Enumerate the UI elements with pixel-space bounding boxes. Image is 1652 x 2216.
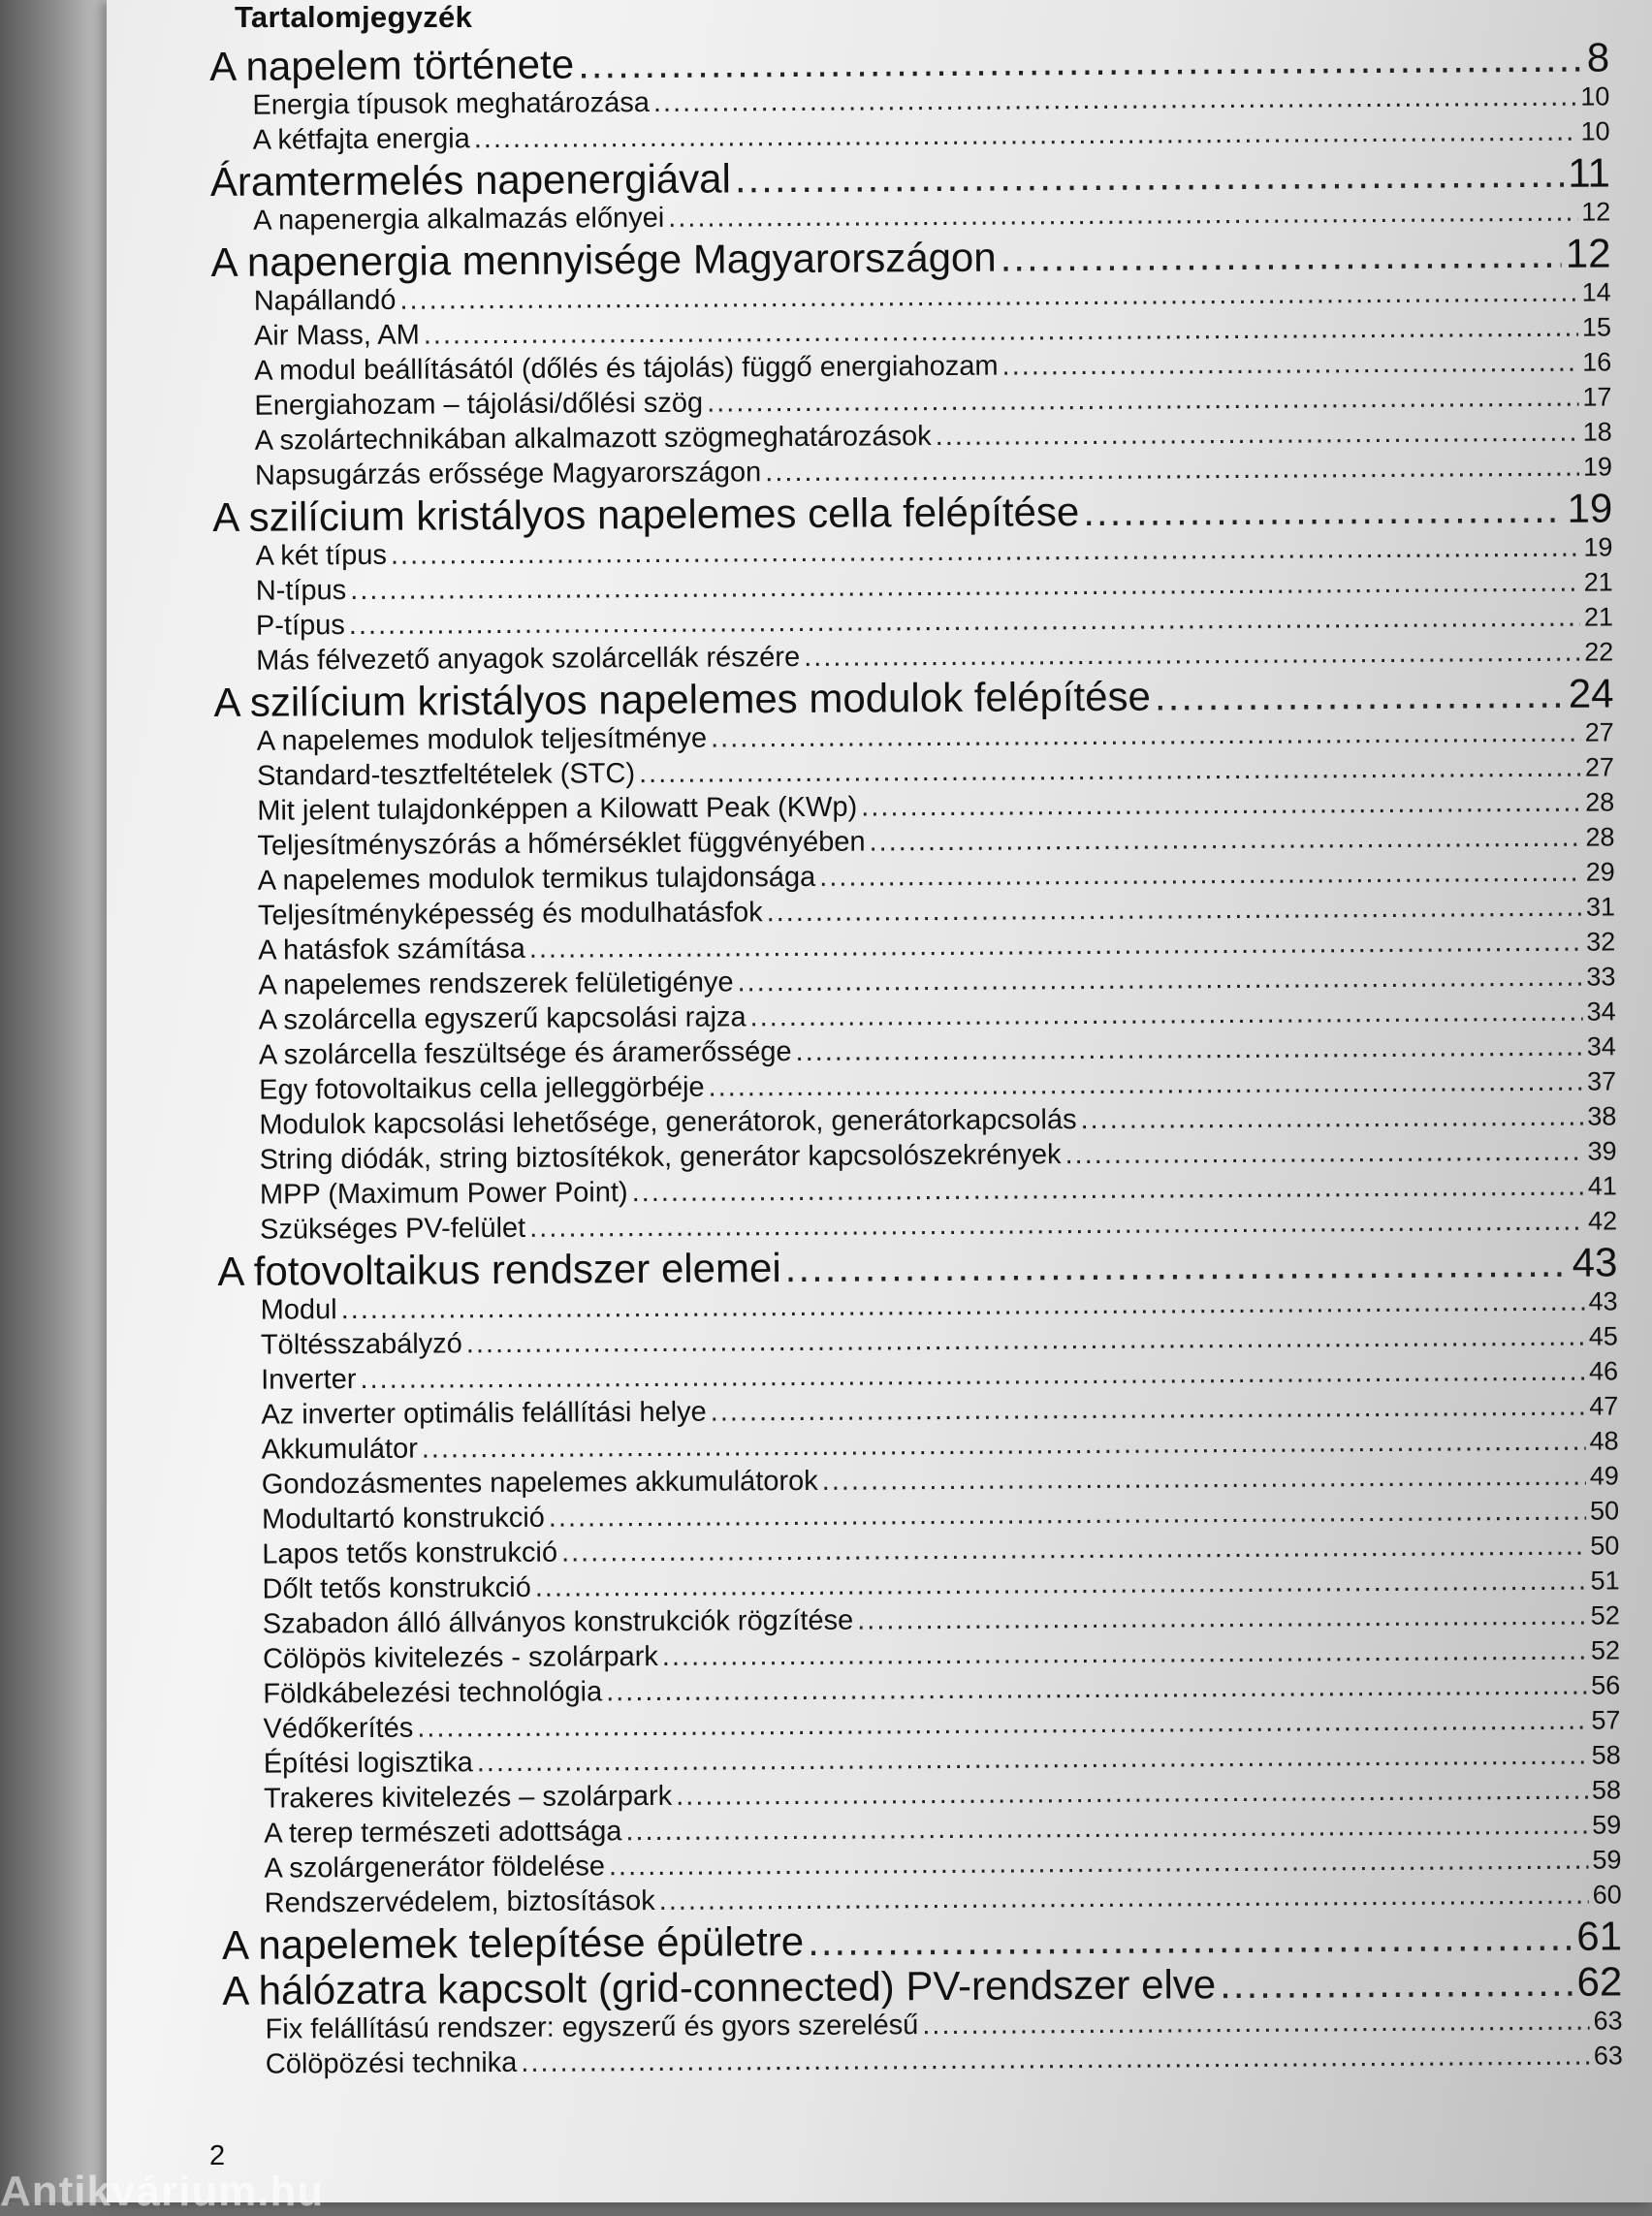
toc-entry-title: Trakeres kivitelezés – szolárpark	[263, 1780, 673, 1815]
toc-entry-page: 24	[1568, 670, 1614, 716]
dot-leader	[711, 1389, 1586, 1430]
toc-entry-page: 33	[1586, 962, 1616, 992]
toc-entry-title: A napenergia mennyisége Magyarországon	[210, 234, 997, 285]
toc-entry-page: 22	[1584, 637, 1614, 667]
toc-entry-page: 27	[1584, 717, 1614, 747]
toc-entry-title: A szolárgenerátor földelése	[264, 1851, 606, 1884]
toc-entry-page: 59	[1592, 1810, 1622, 1840]
toc-entry-title: Akkumulátor	[261, 1433, 418, 1466]
toc-entry-page: 34	[1586, 1031, 1616, 1061]
toc-entry-title: Gondozásmentes napelemes akkumulátorok	[261, 1465, 818, 1501]
toc-entry-page: 48	[1589, 1426, 1619, 1456]
toc-entry-page: 27	[1584, 752, 1615, 782]
toc-entry-page: 61	[1576, 1913, 1623, 1959]
toc-entry-title: A szilícium kristályos napelemes modulok felépítése	[213, 673, 1152, 725]
toc-entry-title: A napelemes modulok termikus tulajdonsága	[257, 861, 816, 897]
toc-entry-title: Védőkerítés	[263, 1712, 414, 1745]
toc-entry-title: Napállandó	[253, 284, 397, 317]
toc-entry-title: Cölöpös kivitelezés - szolárpark	[262, 1640, 658, 1675]
toc-entry-title: N-típus	[255, 575, 347, 607]
toc-entry-title: Dőlt tetős konstrukció	[262, 1571, 531, 1605]
dot-leader	[1220, 1960, 1573, 2006]
toc-entry-page: 21	[1583, 567, 1613, 597]
toc-entry-page: 37	[1586, 1066, 1617, 1096]
toc-entry-title: P-típus	[255, 610, 345, 642]
dot-leader	[936, 415, 1579, 454]
toc-entry-title: Air Mass, AM	[253, 319, 420, 352]
dot-leader	[767, 890, 1583, 931]
toc-entry-page: 32	[1586, 927, 1616, 957]
toc-entry-page: 51	[1590, 1566, 1620, 1596]
toc-entry-page: 43	[1572, 1239, 1618, 1285]
dot-leader	[578, 36, 1583, 86]
watermark: Antikvárium.hu	[0, 2168, 325, 2215]
toc-list	[209, 33, 1623, 2082]
toc-entry-page: 21	[1583, 602, 1614, 632]
book-spine	[0, 0, 116, 2202]
dot-leader	[521, 2039, 1590, 2080]
toc-entry-title: A kétfajta energia	[252, 123, 470, 156]
toc-entry-page: 19	[1582, 452, 1613, 482]
toc-entry-title: A napenergia alkalmazás előnyei	[253, 202, 665, 237]
dot-leader	[676, 1773, 1588, 1814]
toc-entry-title: Energia típusok meghatározása	[252, 86, 651, 121]
toc-entry-page: 47	[1589, 1391, 1619, 1421]
dot-leader	[822, 1459, 1586, 1499]
toc-entry-page: 17	[1582, 382, 1612, 412]
toc-entry-page: 18	[1582, 417, 1612, 447]
toc-entry-page: 49	[1589, 1461, 1619, 1491]
dot-leader	[765, 450, 1579, 491]
toc-entry-page: 42	[1587, 1206, 1618, 1236]
toc-entry-title: Inverter	[261, 1364, 357, 1396]
toc-entry-title: String diódák, string biztosítékok, generátor kapcsolószekrények	[259, 1139, 1062, 1176]
toc-entry-title: Energiahozam – tájolási/dőlési szög	[254, 387, 704, 422]
toc-entry-page: 19	[1567, 485, 1613, 531]
toc-entry-title: Mit jelent tulajdonképpen a Kilowatt Peak (KWp)	[257, 791, 858, 827]
dot-leader	[857, 1599, 1587, 1638]
toc-entry-title: Más félvezető anyagok szolárcellák részére	[256, 641, 801, 677]
toc-entry-page: 28	[1585, 787, 1615, 817]
toc-entry-title: Fix felállítású rendszer: egyszerű és gyors szerelésű	[265, 2010, 919, 2045]
toc-entry-page: 52	[1590, 1600, 1620, 1630]
toc-entry-title: Az inverter optimális felállítási helye	[261, 1396, 707, 1431]
toc-entry-title: Modulok kapcsolási lehetősége, generátorok, generátorkapcsolás	[259, 1104, 1077, 1141]
page-number: 2	[209, 2140, 226, 2171]
toc-entry-page: 59	[1592, 1845, 1622, 1875]
toc-entry-title: A szilícium kristályos napelemes cella felépítése	[212, 489, 1080, 540]
toc-entry-page: 63	[1593, 2006, 1623, 2036]
toc-entry-title: Egy fotovoltaikus cella jelleggörbéje	[259, 1071, 705, 1106]
toc-entry-page: 60	[1592, 1880, 1622, 1910]
toc-entry-title: A hatásfok számítása	[258, 933, 525, 966]
dot-leader	[711, 715, 1581, 756]
toc-entry-title: A terep természeti adottsága	[264, 1816, 622, 1850]
toc-entry-title: Standard-tesztfeltételek (STC)	[256, 758, 636, 792]
toc-entry-title: Teljesítményszórás a hőmérséklet függvényében	[257, 826, 866, 862]
dot-leader	[1080, 1099, 1583, 1137]
toc-entry-page: 29	[1585, 857, 1615, 887]
toc-entry-page: 16	[1582, 347, 1612, 377]
toc-entry-title: A két típus	[255, 539, 388, 572]
toc-entry-title: Cölöpözési technika	[265, 2046, 518, 2080]
toc-entry-title: A fotovoltaikus rendszer elemei	[217, 1245, 781, 1294]
toc-entry-title: A szolárcella feszültsége és áramerőssége	[258, 1036, 792, 1071]
toc-entry-title: Rendszervédelem, biztosítások	[264, 1884, 655, 1919]
dot-leader	[474, 114, 1577, 157]
dot-leader	[785, 1241, 1569, 1289]
toc-entry-page: 50	[1590, 1531, 1620, 1561]
toc-entry-page: 52	[1590, 1635, 1621, 1665]
toc-entry-title: Szükséges PV-felület	[260, 1212, 526, 1246]
dot-leader	[749, 995, 1582, 1035]
toc-entry-page: 14	[1581, 277, 1611, 307]
toc-entry-page: 43	[1588, 1286, 1618, 1316]
toc-entry-title: Földkábelezési technológia	[263, 1676, 603, 1710]
dot-leader	[668, 195, 1577, 236]
toc-entry-page: 19	[1583, 532, 1613, 562]
dot-leader	[795, 1029, 1583, 1069]
dot-leader	[1001, 345, 1578, 384]
toc-entry-page: 11	[1568, 149, 1611, 196]
dot-leader	[1001, 232, 1562, 279]
dot-leader	[1064, 1134, 1583, 1173]
toc-entry-title: A napelemek telepítése épületre	[221, 1917, 805, 1968]
toc-entry-title: Szabadon álló állványos konstrukciók rögzítése	[262, 1604, 854, 1640]
toc-entry-page: 41	[1587, 1171, 1617, 1201]
toc-entry-title: A szolárcella egyszerű kapcsolási rajza	[258, 1001, 747, 1036]
toc-entry-page: 58	[1591, 1740, 1621, 1770]
toc-entry-page: 28	[1585, 822, 1615, 852]
dot-leader	[1155, 672, 1565, 718]
toc-entry-page: 63	[1593, 2041, 1623, 2071]
toc-entry-page: 50	[1589, 1496, 1620, 1526]
dot-leader	[861, 785, 1581, 825]
toc-entry-title: Modul	[260, 1294, 337, 1326]
toc-entry-page: 58	[1591, 1775, 1622, 1805]
dot-leader	[529, 1204, 1584, 1246]
toc-entry-page: 10	[1580, 81, 1610, 111]
dot-leader	[1083, 487, 1564, 533]
toc-entry-title: Napsugárzás erőssége Magyarországon	[254, 457, 762, 491]
toc-entry-title: Építési logisztika	[263, 1747, 473, 1780]
toc-entry-page: 45	[1588, 1321, 1618, 1351]
toc-chapter	[222, 1914, 1622, 1967]
toc-entry-title: Lapos tetős konstrukció	[262, 1536, 558, 1570]
dot-leader	[735, 151, 1565, 201]
toc-entry-title: Áramtermelés napenergiával	[209, 155, 732, 205]
toc-entry-title: A modul beállításától (dőlés és tájolás) függő energiahozam	[254, 350, 999, 387]
toc-entry-page: 46	[1588, 1356, 1619, 1386]
dot-leader	[707, 380, 1579, 421]
toc-entry-page: 56	[1591, 1670, 1621, 1700]
toc-entry-page: 15	[1581, 312, 1612, 342]
toc-entry-title: Töltésszabályzó	[260, 1328, 462, 1361]
toc-entry-page: 31	[1585, 892, 1616, 922]
toc-entry-page: 39	[1587, 1136, 1617, 1166]
toc-entry-title: A hálózatra kapcsolt (grid-connected) PV-rendszer elve	[222, 1961, 1217, 2013]
toc-entry-page: 38	[1587, 1101, 1617, 1131]
toc-entry-title: A napelemes rendszerek felületigénye	[258, 966, 734, 1001]
dot-leader	[819, 855, 1582, 895]
dot-leader	[708, 1064, 1583, 1105]
dot-leader	[922, 2004, 1589, 2043]
toc-entry-title: Teljesítményképesség és modulhatásfok	[257, 897, 763, 932]
dot-leader	[869, 820, 1581, 860]
toc-entry-page: 10	[1580, 116, 1610, 146]
dot-leader	[737, 960, 1582, 1000]
toc-entry-page: 62	[1576, 1958, 1623, 2005]
toc-entry-title: A napelemes modulok teljesítménye	[256, 722, 708, 757]
toc-entry-title: MPP (Maximum Power Point)	[259, 1177, 628, 1211]
toc-title: Tartalomjegyzék	[235, 0, 473, 34]
toc-entry-page: 8	[1586, 34, 1610, 80]
toc-entry-page: 12	[1581, 197, 1611, 227]
toc-entry-title: Modultartó konstrukció	[262, 1502, 545, 1535]
toc-entry-page: 57	[1591, 1705, 1621, 1735]
toc-entry-title: A napelem története	[209, 41, 575, 89]
toc-entry-page: 12	[1565, 230, 1611, 276]
dot-leader	[808, 1915, 1573, 1963]
toc-entry-page: 34	[1586, 997, 1616, 1027]
dot-leader	[659, 1878, 1589, 1918]
toc-entry-title: A szolártechnikában alkalmazott szögmeghatározások	[254, 421, 932, 457]
dot-leader	[804, 635, 1580, 675]
